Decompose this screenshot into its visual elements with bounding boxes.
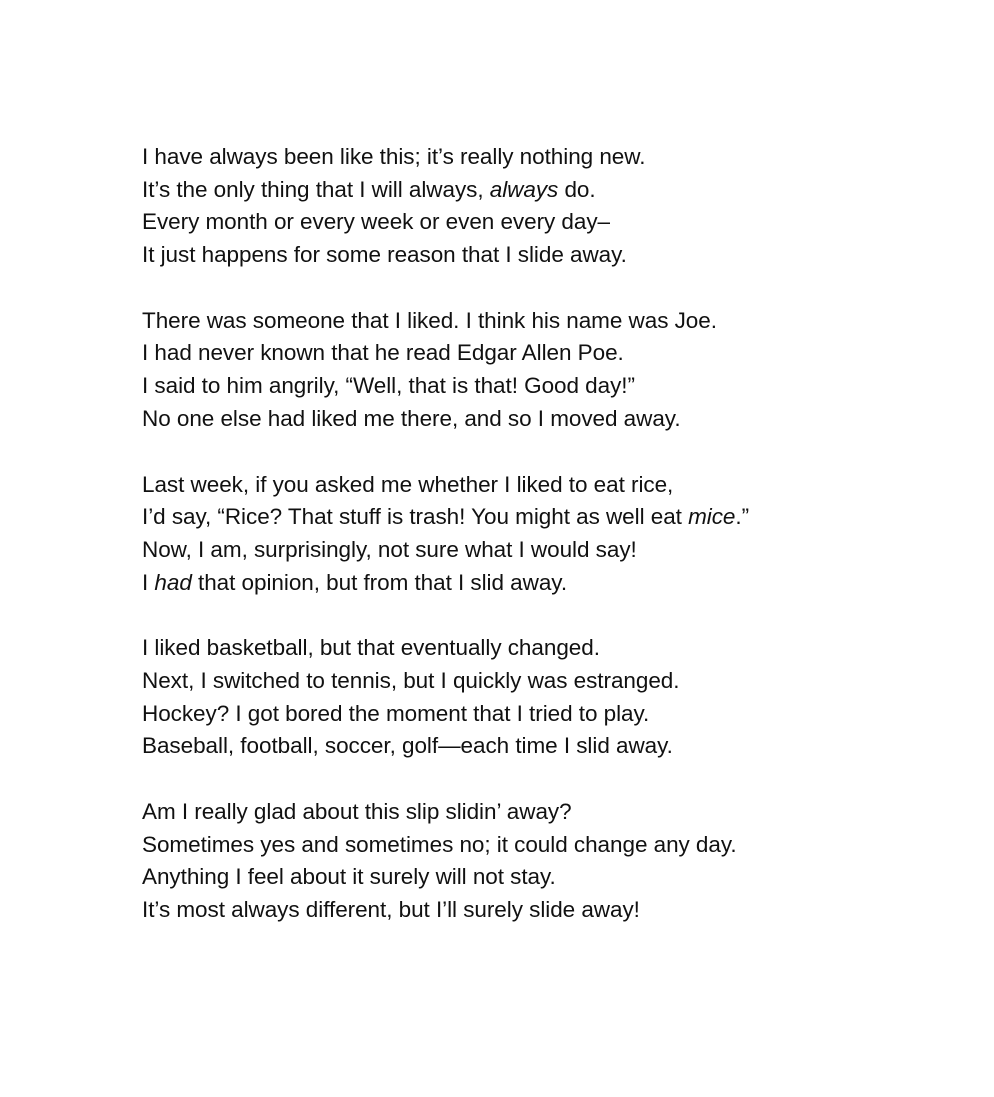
poem-line: Every month or every week or even every day–	[142, 209, 611, 235]
poem-line: Next, I switched to tennis, but I quickly was estranged.	[142, 667, 680, 693]
stanza-5	[142, 796, 942, 927]
poem	[142, 141, 942, 960]
poem-line: I had that opinion, but from that I slid away.	[142, 569, 568, 595]
poem-line: Now, I am, surprisingly, not sure what I would say!	[142, 536, 637, 562]
emphasis: mice	[688, 504, 736, 530]
poem-line: I liked basketball, but that eventually changed.	[142, 635, 600, 661]
poem-line: I’d say, “Rice? That stuff is trash! You might as well eat mice.”	[142, 504, 750, 530]
poem-line: It just happens for some reason that I slide away.	[142, 242, 627, 268]
poem-line: Baseball, football, soccer, golf—each time I slid away.	[142, 733, 673, 759]
poem-line: Sometimes yes and sometimes no; it could change any day.	[142, 831, 737, 857]
poem-line: Last week, if you asked me whether I liked to eat rice,	[142, 471, 674, 497]
poem-line: Am I really glad about this slip slidin’ away?	[142, 799, 572, 824]
stanza-2	[142, 305, 942, 436]
poem-line: Anything I feel about it surely will not stay.	[142, 864, 556, 890]
poem-line: It’s the only thing that I will always, always do.	[142, 176, 596, 202]
emphasis: always	[489, 176, 559, 202]
poem-line: Hockey? I got bored the moment that I tried to play.	[142, 700, 650, 726]
stanza-3	[142, 469, 942, 600]
stanza-1	[142, 141, 942, 272]
poem-line: It’s most always different, but I’ll surely slide away!	[142, 897, 640, 923]
poem-line: I had never known that he read Edgar Allen Poe.	[142, 340, 624, 366]
stanza-4	[142, 632, 942, 763]
poem-line: There was someone that I liked. I think his name was Joe.	[142, 307, 717, 333]
poem-line: No one else had liked me there, and so I moved away.	[142, 405, 681, 431]
poem-line: I have always been like this; it’s really nothing new.	[142, 144, 646, 169]
emphasis: had	[154, 569, 192, 595]
poem-line: I said to him angrily, “Well, that is that! Good day!”	[142, 373, 635, 399]
